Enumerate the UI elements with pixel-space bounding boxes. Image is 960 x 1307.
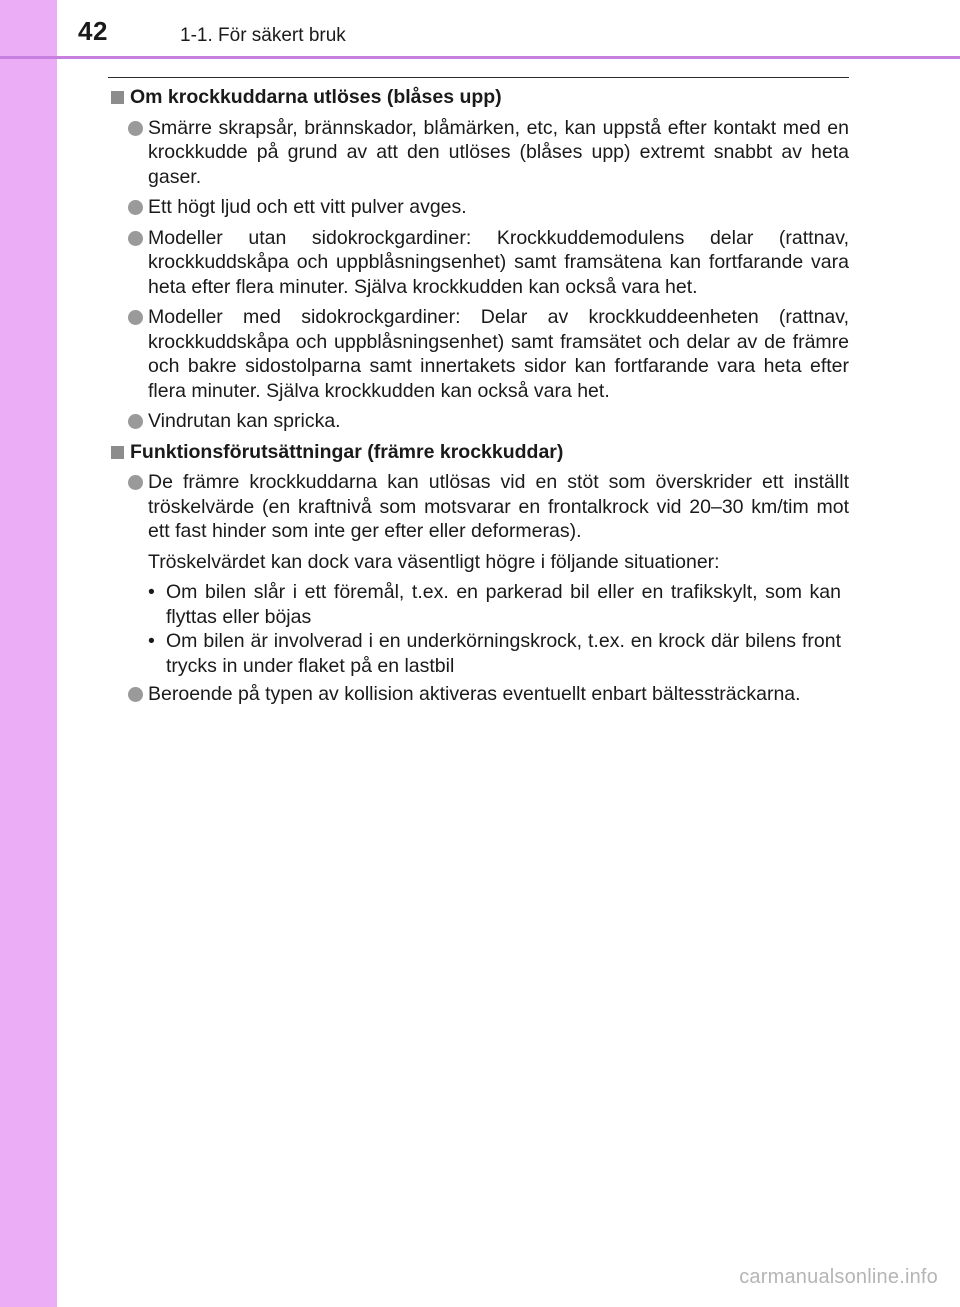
square-bullet-icon [111, 91, 124, 104]
section-title: 1-1. För säkert bruk [180, 25, 346, 46]
paragraph: Tröskelvärdet kan dock vara väsentligt högre i följande situationer: [148, 550, 720, 573]
list-item-text: Vindrutan kan spricka. [148, 410, 341, 432]
section-heading-text: Om krockkuddarna utlöses (blåses upp) [130, 86, 502, 108]
page-number: 42 [78, 16, 108, 46]
list-item [108, 226, 849, 300]
list-item-text: De främre krockkuddarna kan utlösas vid en stöt som överskrider ett inställt tröskelvärde (en kraftnivå som motsvarar en frontalkrock vid 20–30 km/tim mot ett fast hinder som inte ger efter eller deformeras). [148, 471, 849, 542]
circle-bullet-icon [128, 414, 143, 429]
list-item-text: Smärre skrapsår, brännskador, blåmärken, etc, kan uppstå efter kontakt med en krockkudde på grund av att den utlöses (blåses upp) extremt snabbt av heta gaser. [148, 116, 849, 188]
sub-list-item [108, 629, 849, 678]
watermark: carmanualsonline.info [739, 1266, 938, 1288]
list-item [108, 116, 849, 190]
list-item-text: Ett högt ljud och ett vitt pulver avges. [148, 196, 467, 218]
sub-bullet: • [148, 581, 155, 603]
circle-bullet-icon [128, 687, 143, 702]
sub-list-item-text: Om bilen slår i ett föremål, t.ex. en parkerad bil eller en trafikskylt, som kan flyttas eller böjas [166, 581, 841, 628]
divider [108, 77, 849, 78]
list-item [108, 409, 849, 434]
circle-bullet-icon [128, 310, 143, 325]
section-heading [108, 85, 849, 110]
circle-bullet-icon [128, 200, 143, 215]
list-item [108, 682, 849, 707]
section-heading [108, 440, 849, 465]
list-item [108, 305, 849, 403]
sub-list [108, 580, 849, 678]
side-color-band [0, 0, 57, 1307]
list-item [108, 470, 849, 544]
section-heading-text: Funktionsförutsättningar (främre krockkuddar) [130, 440, 564, 463]
header-rule [0, 56, 960, 59]
list-item-text: Modeller med sidokrockgardiner: Delar av krockkuddeenheten (rattnav, krockkuddskåpa och uppblåsningsenhet) samt framsätet och delar av de främre och bakre sidostolparna samt innertakets sidor kan fortfarande vara heta efter flera minuter. Själva krockkudden kan också vara het. [148, 306, 849, 402]
list-item-text: Modeller utan sidokrockgardiner: Krockkuddemodulens delar (rattnav, krockkuddskåpa och uppblåsningsenhet) samt framsätena kan fortfarande vara heta efter flera minuter. Själva krockkudden kan också vara het. [148, 226, 849, 298]
sub-list-item [108, 580, 849, 629]
circle-bullet-icon [128, 475, 143, 490]
square-bullet-icon [111, 446, 124, 459]
page-content [108, 85, 849, 713]
sub-list-item-text: Om bilen är involverad i en underkörningskrock, t.ex. en krock där bilens front trycks in under flaket på en lastbil [166, 630, 841, 677]
circle-bullet-icon [128, 231, 143, 246]
list-item [108, 195, 849, 220]
list-item-text: Beroende på typen av kollision aktiveras eventuellt enbart bältessträckarna. [148, 683, 801, 705]
circle-bullet-icon [128, 121, 143, 136]
sub-bullet: • [148, 630, 155, 652]
